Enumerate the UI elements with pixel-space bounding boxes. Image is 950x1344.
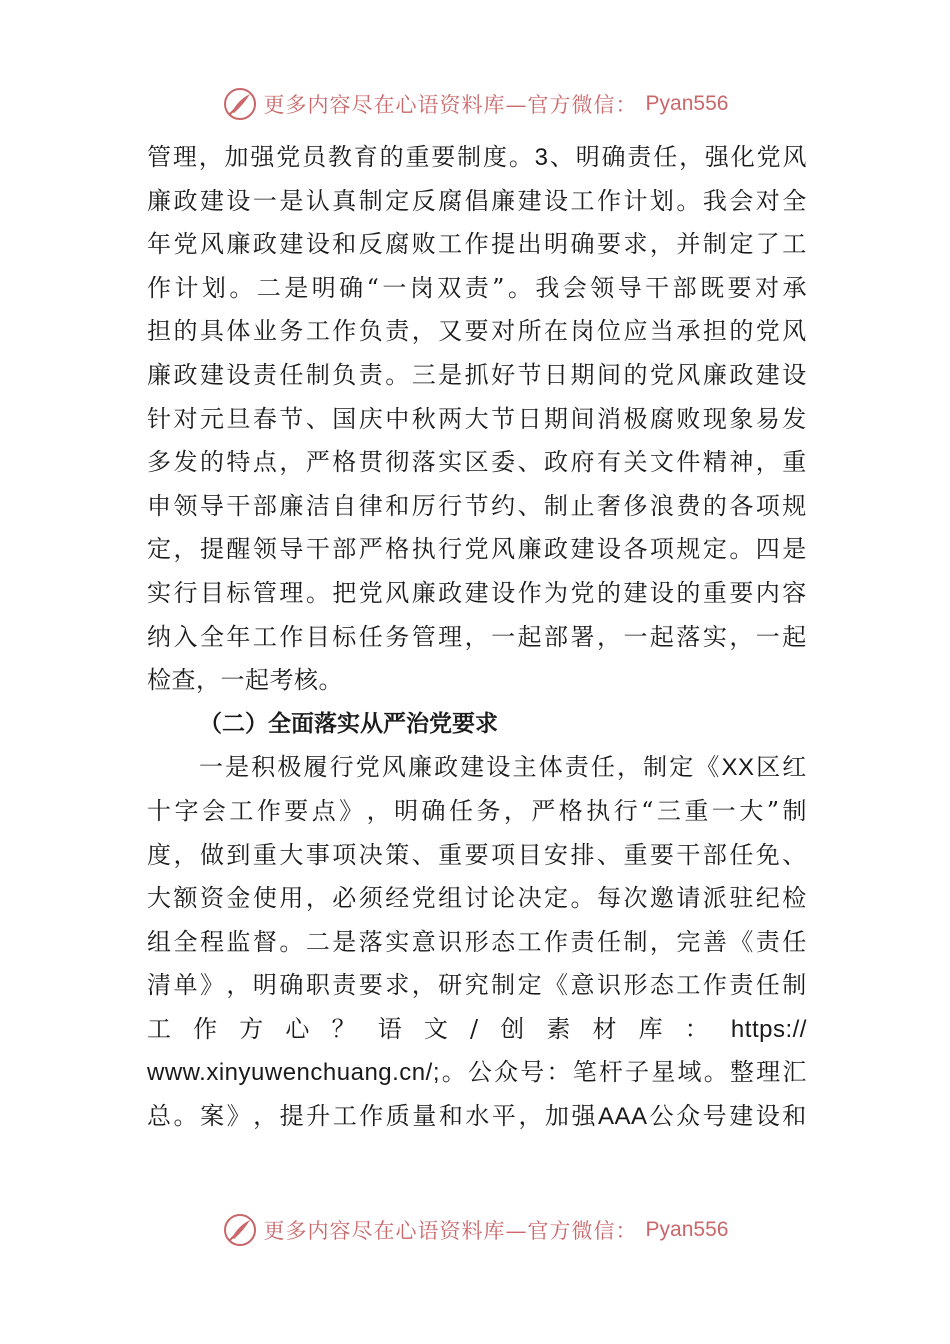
text-line: 一 是 积 极 履 行 党 风 廉 政 建 设 主 体 责 任 ， 制 定 《 XX 区 红 <box>199 753 807 782</box>
text-line: 多 发 的 特 点 ， 严 格 贯 彻 落 实 区 委 、 政 府 有 关 文 件 精 神 ， 重 <box>147 448 807 477</box>
text-line: 年 党 风 廉 政 建 设 和 反 腐 败 工 作 提 出 明 确 要 求 ， 并 制 定 了 工 <box>147 230 807 259</box>
section-heading: （二）全面落实从严治党要求 <box>199 710 498 737</box>
text-line: 管 理 ， 加 强 党 员 教 育 的 重 要 制 度 。 3 、 明 确 责 任 ， 强 化 党 风 <box>147 143 807 171</box>
text-line: 针 对 元 旦 春 节 、 国 庆 中 秋 两 大 节 日 期 间 消 极 腐 败 现 象 易 发 <box>147 404 807 433</box>
text-line: 实 行 目 标 管 理 。 把 党 风 廉 政 建 设 作 为 党 的 建 设 的 重 要 内 容 <box>147 578 807 607</box>
text-line: 作 计 划 。 二 是 明 确 “ 一 岗 双 责 ” 。 我 会 领 导 干 部 既 要 对 承 <box>147 273 807 302</box>
text-line: 十 字 会 工 作 要 点 》 ， 明 确 任 务 ， 严 格 执 行 “ 三 重 一 大 ” 制 <box>147 796 807 825</box>
text-line: 总 。 案 》 ， 提 升 工 作 质 量 和 水 平 ， 加 强 AAA 公 众 号 建 设 和 <box>147 1102 807 1131</box>
text-line: 清 单 》 ， 明 确 职 责 要 求 ， 研 究 制 定 《 意 识 形 态 工 作 责 任 制 <box>147 971 807 1000</box>
paragraph-1 <box>147 136 807 703</box>
watermark-wechat-id: Pyan556 <box>645 1218 729 1241</box>
text-line: www.xinyuwenchuang.cn/; 。 公 众 号 ： 笔 杆 子 星 域 。 整 理 汇 <box>147 1058 807 1087</box>
text-line: 检查，一起考核。 <box>147 666 343 695</box>
text-line: 工 作 方 心 ？ 语 文 / 创 素 材 库 ： https:// <box>147 1014 807 1043</box>
watermark-text: 更多内容尽在心语资料库—官方微信： <box>263 1219 638 1243</box>
quill-logo-icon <box>222 1212 258 1248</box>
quill-logo-icon <box>222 86 258 122</box>
paragraph-2 <box>147 746 807 1138</box>
text-line: 大 额 资 金 使 用 ， 必 须 经 党 组 讨 论 决 定 。 每 次 邀 请 派 驻 纪 检 <box>147 884 807 913</box>
text-line: 定 ， 提 醒 领 导 干 部 严 格 执 行 党 风 廉 政 建 设 各 项 规 定 。 四 是 <box>147 535 807 564</box>
text-line: 廉 政 建 设 一 是 认 真 制 定 反 腐 倡 廉 建 设 工 作 计 划 。 我 会 对 全 <box>147 186 807 215</box>
text-line: 廉 政 建 设 责 任 制 负 责 。 三 是 抓 好 节 日 期 间 的 党 风 廉 政 建 设 <box>147 360 807 389</box>
text-line: 纳 入 全 年 工 作 目 标 任 务 管 理 ， 一 起 部 署 ， 一 起 落 实 ， 一 起 <box>147 622 807 651</box>
watermark-footer <box>0 1210 950 1250</box>
document-body <box>147 136 807 1139</box>
watermark-text: 更多内容尽在心语资料库—官方微信： <box>263 93 638 117</box>
text-line: 组 全 程 监 督 。 二 是 落 实 意 识 形 态 工 作 责 任 制 ， 完 善 《 责 任 <box>147 927 807 956</box>
watermark-header <box>0 84 950 124</box>
text-line: 申 领 导 干 部 廉 洁 自 律 和 厉 行 节 约 、 制 止 奢 侈 浪 费 的 各 项 规 <box>147 491 807 520</box>
text-line: 度 ， 做 到 重 大 事 项 决 策 、 重 要 项 目 安 排 、 重 要 干 部 任 免 、 <box>147 840 807 869</box>
watermark-wechat-id: Pyan556 <box>645 92 729 115</box>
text-line: 担 的 具 体 业 务 工 作 负 责 ， 又 要 对 所 在 岗 位 应 当 承 担 的 党 风 <box>147 317 807 346</box>
